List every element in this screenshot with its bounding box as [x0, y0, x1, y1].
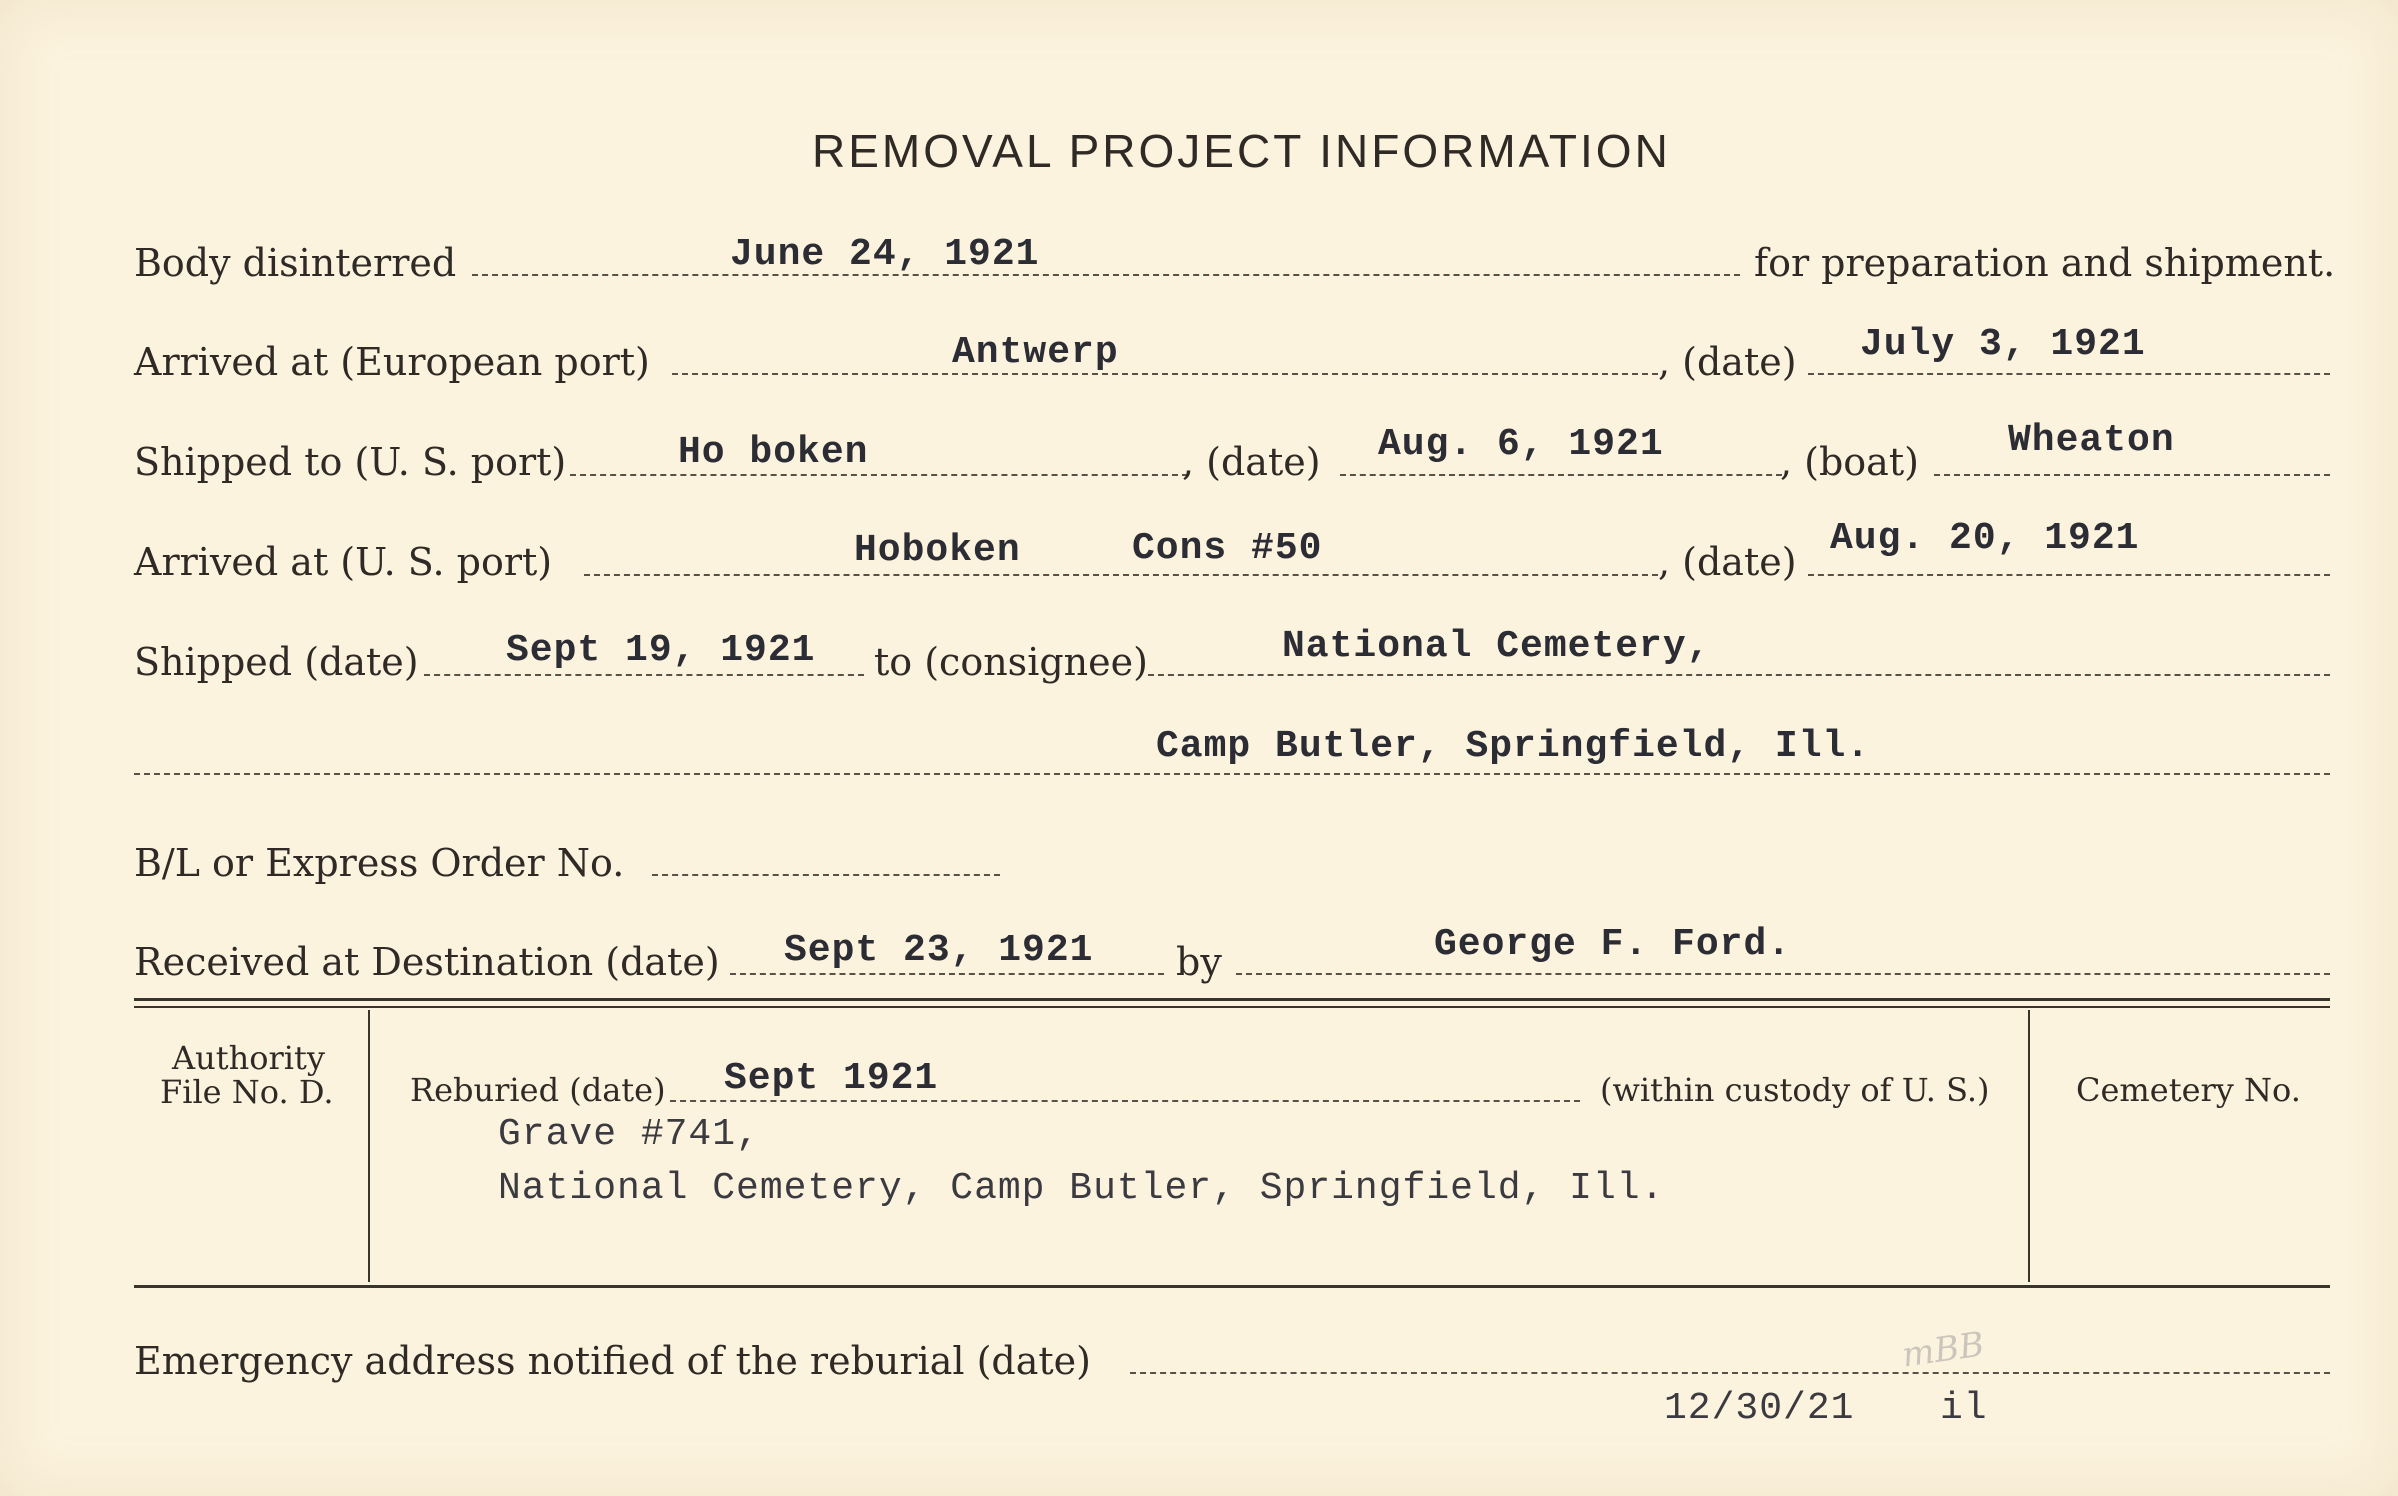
field-line-consignee-continued	[134, 773, 2330, 775]
field-line-european-date	[1808, 373, 2330, 375]
value-burial-location: National Cemetery, Camp Butler, Springfield, Ill.	[498, 1167, 1665, 1210]
value-footer-code: il	[1940, 1387, 1988, 1430]
column-divider-right	[2028, 1010, 2030, 1282]
label-cemetery-no: Cemetery No.	[2076, 1071, 2301, 1109]
handwritten-initials: mBB	[1899, 1324, 1987, 1376]
label-file-no: File No. D.	[160, 1073, 334, 1111]
value-footer-date: 12/30/21	[1664, 1387, 1855, 1430]
value-us-ship-date: Aug. 6, 1921	[1378, 423, 1664, 466]
value-consignee-line2: Camp Butler, Springfield, Ill.	[1156, 725, 1871, 768]
label-shipped-date: Shipped (date)	[134, 640, 419, 684]
label-emergency-address: Emergency address notified of the reburial (date)	[134, 1339, 1091, 1383]
label-boat: , (boat)	[1780, 440, 1919, 484]
field-line-bl-express	[652, 874, 1000, 876]
field-line-shipped-date	[424, 674, 864, 676]
label-body-disinterred: Body disinterred	[134, 241, 457, 285]
field-line-european-port	[672, 373, 1658, 375]
field-line-us-ship-date	[1340, 474, 1782, 476]
label-for-preparation: for preparation and shipment.	[1754, 241, 2336, 285]
value-cons-number: Cons #50	[1132, 527, 1323, 570]
value-consignee-line1: National Cemetery,	[1282, 625, 1711, 668]
value-disinterred-date: June 24, 1921	[730, 233, 1040, 276]
section-divider-top	[134, 998, 2330, 1001]
label-received-destination: Received at Destination (date)	[134, 940, 720, 984]
value-us-port-arrived: Hoboken	[854, 529, 1021, 572]
value-european-date: July 3, 1921	[1860, 323, 2146, 366]
value-us-arrival-date: Aug. 20, 1921	[1830, 517, 2140, 560]
field-line-arrived-us-port	[584, 574, 1658, 576]
label-by: by	[1176, 940, 1222, 984]
value-received-by: George F. Ford.	[1434, 923, 1792, 966]
field-line-reburied-date	[670, 1100, 1580, 1102]
label-shipped-us-port: Shipped to (U. S. port)	[134, 440, 567, 484]
section-divider-bottom	[134, 1285, 2330, 1288]
field-line-received-by	[1236, 973, 2330, 975]
label-reburied-date: Reburied (date)	[410, 1071, 666, 1109]
field-line-received-date	[730, 973, 1164, 975]
value-reburied-date: Sept 1921	[724, 1057, 939, 1100]
page-title: REMOVAL PROJECT INFORMATION	[812, 125, 1671, 177]
section-divider-top-inner	[134, 1006, 2330, 1008]
column-divider-left	[368, 1010, 370, 1282]
label-arrived-european-port: Arrived at (European port)	[134, 340, 650, 384]
value-shipped-date: Sept 19, 1921	[506, 629, 816, 672]
field-line-us-arrival-date	[1808, 574, 2330, 576]
value-boat: Wheaton	[2008, 419, 2175, 462]
value-us-port-shipped: Ho boken	[678, 431, 869, 474]
label-european-date: , (date)	[1658, 340, 1797, 384]
value-european-port: Antwerp	[952, 331, 1119, 374]
label-bl-express: B/L or Express Order No.	[134, 841, 625, 885]
value-grave-number: Grave #741,	[498, 1113, 760, 1156]
field-line-emergency	[1130, 1372, 2330, 1374]
label-authority: Authority	[172, 1039, 325, 1077]
field-line-disinterred	[472, 274, 1740, 276]
label-us-arrival-date: , (date)	[1658, 540, 1797, 584]
label-us-ship-date: , (date)	[1182, 440, 1321, 484]
label-within-custody: (within custody of U. S.)	[1600, 1071, 1990, 1109]
label-arrived-us-port: Arrived at (U. S. port)	[134, 540, 553, 584]
field-line-boat	[1934, 474, 2330, 476]
field-line-shipped-us-port	[570, 474, 1188, 476]
field-line-consignee	[1148, 674, 2330, 676]
label-to-consignee: to (consignee)	[874, 640, 1148, 684]
value-received-date: Sept 23, 1921	[784, 929, 1094, 972]
